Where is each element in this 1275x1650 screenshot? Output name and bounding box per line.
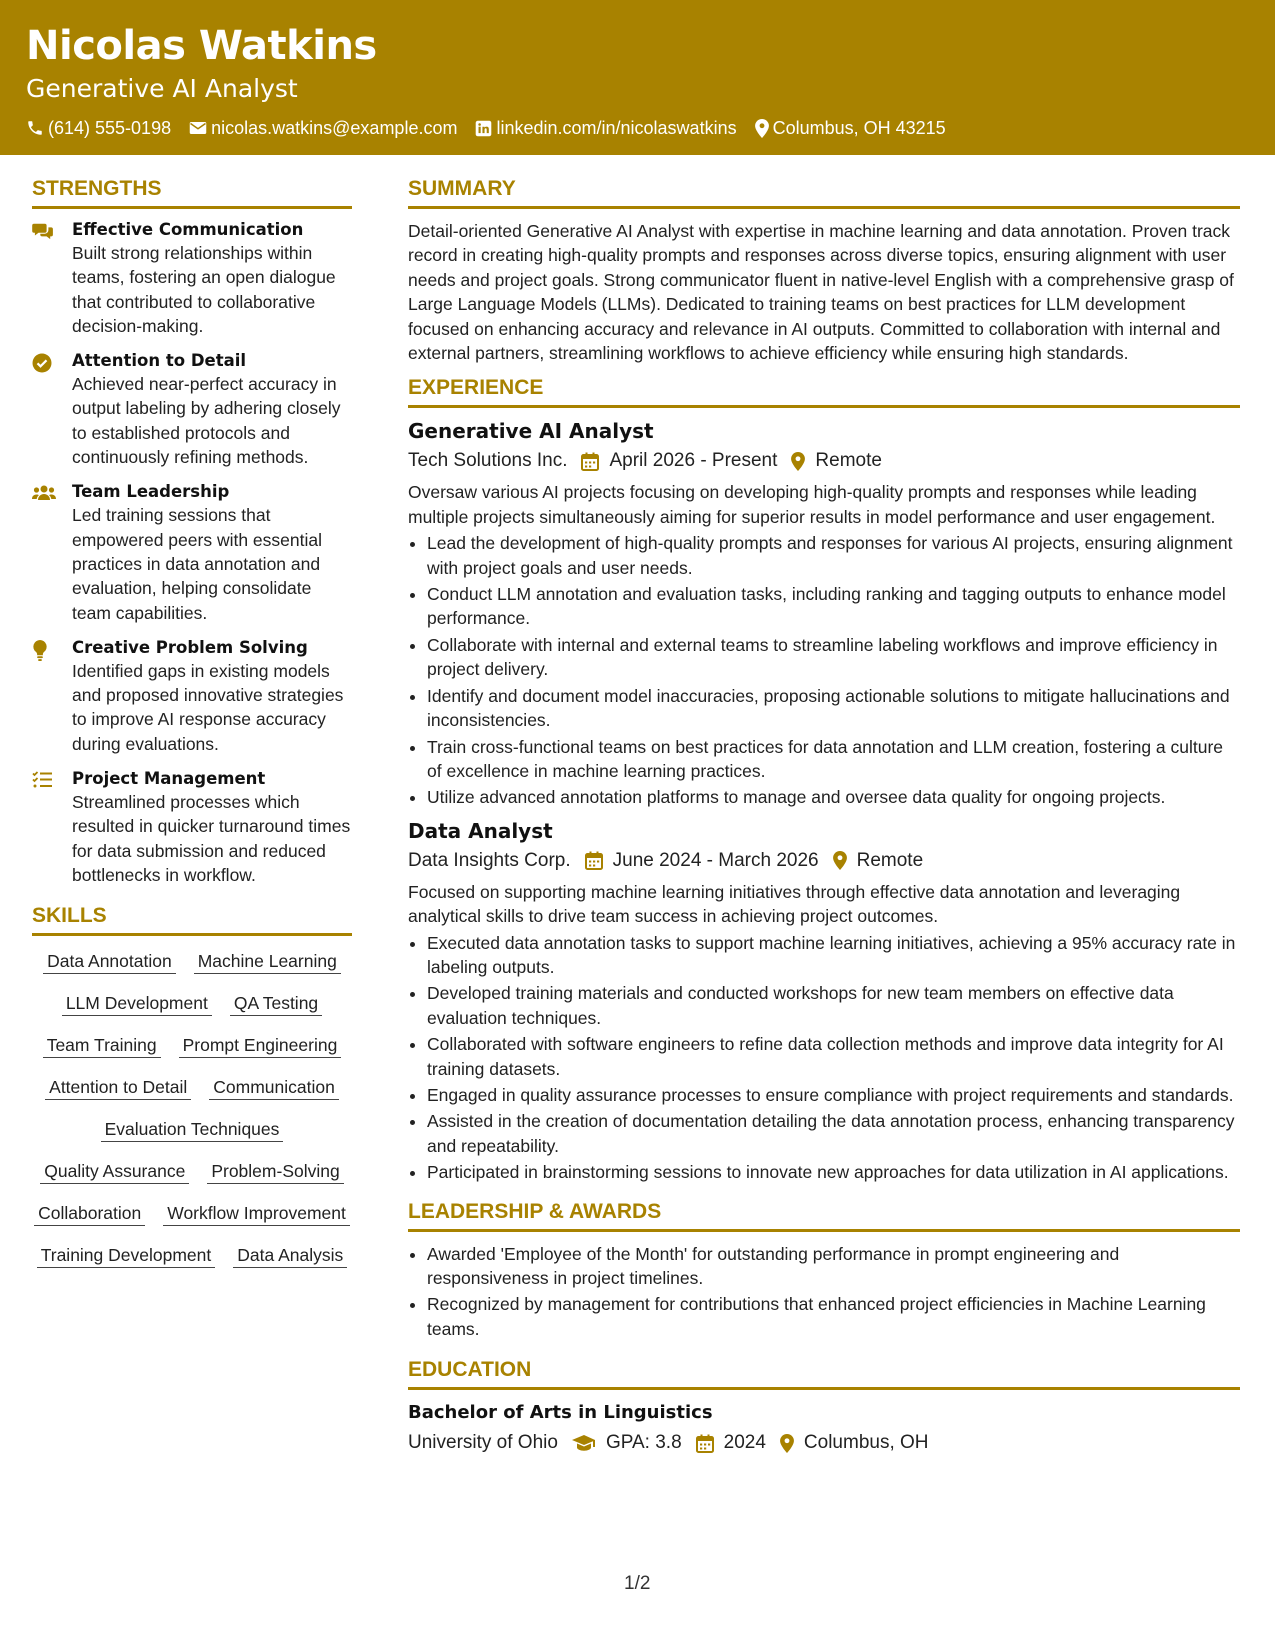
school-name: University of Ohio — [408, 1432, 558, 1454]
job-bullet: • Lead the development of high-quality prompts and responses for various AI projects, ensuring alignment with project goals and user needs. — [427, 531, 1240, 580]
strength-title: Effective Communication — [72, 220, 304, 239]
map-pin-icon — [780, 1434, 794, 1453]
job-bullets — [408, 531, 1240, 809]
strength-title: Project Management — [72, 769, 266, 789]
leadership-list — [408, 1242, 1240, 1342]
skill-tag: Problem-Solving — [207, 1160, 343, 1184]
skill-tag: Workflow Improvement — [163, 1202, 350, 1226]
right-column — [408, 176, 1240, 1462]
job-bullet: • Utilize advanced annotation platforms to manage and oversee data quality for ongoing projects. — [427, 785, 1240, 809]
job-description: Focused on supporting machine learning initiatives through effective data annotation and leveraging analytical skills to drive team success in achieving project outcomes. — [408, 881, 1181, 927]
contact-linkedin[interactable] — [475, 117, 736, 139]
comments-icon — [32, 219, 54, 338]
award-bullet: • Awarded 'Employee of the Month' for outstanding performance in prompt engineering and responsiveness in project timelines. — [427, 1242, 1240, 1291]
graduation-cap-icon — [572, 1434, 596, 1452]
strength-desc: Built strong relationships within teams, fostering an open dialogue that contributed to collaborative decision-making. — [72, 243, 336, 336]
lightbulb-icon — [32, 637, 54, 756]
job-description: Oversaw various AI projects focusing on developing high-quality prompts and responses while leading multiple projects simultaneously aiming for superior results in model performance and user engagement. — [408, 482, 1216, 527]
email-link[interactable]: nicolas.watkins@example.com — [211, 118, 458, 138]
contact-phone — [26, 117, 171, 139]
job-bullet: • Collaborate with internal and external teams to streamline labeling workflows and improve efficiency in project delivery. — [427, 633, 1240, 682]
skill-tag: Machine Learning — [194, 950, 341, 974]
calendar-icon — [696, 1434, 714, 1453]
strength-desc: Identified gaps in existing models and proposed innovative strategies to improve AI response accuracy during evaluations. — [72, 660, 344, 754]
phone-icon — [26, 119, 44, 137]
job-entry — [408, 418, 1240, 809]
envelope-icon — [189, 120, 207, 136]
skill-tag: Prompt Engineering — [179, 1034, 342, 1058]
skill-tag: Communication — [209, 1076, 339, 1100]
strength-item — [32, 481, 352, 624]
job-meta — [408, 846, 1240, 876]
location-text: Columbus, OH 43215 — [772, 118, 946, 138]
experience-heading: EXPERIENCE — [408, 375, 1240, 408]
job-meta — [408, 446, 1240, 476]
leadership-heading: LEADERSHIP & AWARDS — [408, 1199, 1240, 1232]
education-heading: EDUCATION — [408, 1357, 1240, 1390]
education-location: Columbus, OH — [803, 1432, 929, 1454]
skill-tag: Quality Assurance — [40, 1160, 189, 1184]
calendar-icon — [585, 851, 603, 870]
phone-text: (614) 555-0198 — [48, 118, 172, 138]
strength-item — [32, 219, 352, 338]
check-circle-icon — [32, 350, 54, 469]
summary-text: Detail-oriented Generative AI Analyst with expertise in machine learning and data annotation. Proven track record in creating high-quality prompts and responses across diverse topics, ensuring alignment with user needs and project goals. Strong communicator fluent in native-level English with a comprehensive grasp of Large Language Models (LLMs). Dedicated to training teams on best practices for LLM development focused on enhancing accuracy and relevance in AI outputs. Committed to collaboration with internal and external partners, streamlining workflows to achieve efficiency while ensuring high standards. — [408, 221, 1234, 364]
contact-email[interactable] — [189, 117, 457, 139]
candidate-role: Generative AI Analyst — [26, 74, 298, 103]
job-location: Remote — [815, 450, 882, 472]
skills-heading: SKILLS — [32, 903, 352, 936]
strength-title: Attention to Detail — [72, 351, 247, 371]
skill-tag: Evaluation Techniques — [101, 1118, 284, 1142]
calendar-icon — [581, 452, 599, 471]
skill-tag: Data Analysis — [233, 1244, 347, 1268]
job-dates: April 2026 - Present — [609, 450, 778, 472]
education-year: 2024 — [723, 1432, 766, 1454]
map-pin-icon — [755, 119, 769, 138]
award-bullet: • Recognized by management for contributions that enhanced project efficiencies in Machine Learning teams. — [427, 1292, 1240, 1341]
users-icon — [32, 481, 54, 624]
skill-tag: QA Testing — [230, 992, 322, 1016]
contact-bar — [26, 117, 946, 139]
map-pin-icon — [791, 452, 805, 471]
job-bullet: • Assisted in the creation of documentation detailing the data annotation process, enhancing transparency and repeatability. — [427, 1109, 1240, 1158]
strength-item — [32, 637, 352, 756]
strength-desc: Led training sessions that empowered peers with essential practices in data annotation and evaluation, helping consolidate team capabilities. — [72, 505, 322, 623]
skill-tag: Data Annotation — [43, 950, 176, 974]
job-bullet: • Conduct LLM annotation and evaluation tasks, including ranking and tagging outputs to enhance model performance. — [427, 582, 1240, 631]
job-title: Data Analyst — [408, 818, 553, 843]
education-degree: Bachelor of Arts in Linguistics — [408, 1402, 713, 1424]
candidate-name: Nicolas Watkins — [26, 23, 377, 69]
job-title: Generative AI Analyst — [408, 419, 654, 444]
company-name: Data Insights Corp. — [408, 849, 571, 871]
skill-tag: Collaboration — [34, 1202, 145, 1226]
job-entry — [408, 818, 1240, 1185]
strength-desc: Streamlined processes which resulted in quicker turnaround times for data submission and reduced bottlenecks in workflow. — [72, 792, 351, 885]
strength-item — [32, 350, 352, 469]
skill-tag: Attention to Detail — [45, 1076, 191, 1100]
job-bullet: • Identify and document model inaccuracies, proposing actionable solutions to mitigate hallucinations and inconsistencies. — [427, 684, 1240, 733]
strength-title: Team Leadership — [72, 482, 230, 502]
job-bullet: • Engaged in quality assurance processes to ensure compliance with project requirements and standards. — [427, 1083, 1240, 1107]
task-list-icon — [32, 768, 54, 887]
skill-tag: Team Training — [43, 1034, 161, 1058]
linkedin-icon — [475, 120, 492, 137]
skill-tag: Training Development — [37, 1244, 216, 1268]
education-gpa: GPA: 3.8 — [605, 1432, 682, 1454]
strength-desc: Achieved near-perfect accuracy in output labeling by adhering closely to established protocols and continuously refining methods. — [72, 374, 341, 468]
page-number: 1/2 — [624, 1573, 651, 1594]
education-meta — [408, 1428, 1240, 1458]
strengths-heading: STRENGTHS — [32, 176, 352, 209]
job-dates: June 2024 - March 2026 — [612, 849, 819, 871]
linkedin-link[interactable]: linkedin.com/in/nicolaswatkins — [496, 118, 737, 138]
left-column — [32, 176, 352, 1268]
company-name: Tech Solutions Inc. — [408, 450, 568, 472]
job-bullet: • Participated in brainstorming sessions to innovate new approaches for data utilization in AI applications. — [427, 1160, 1240, 1184]
skill-tag: LLM Development — [62, 992, 212, 1016]
strength-item — [32, 768, 352, 887]
resume-header — [0, 0, 1275, 155]
job-bullet: • Executed data annotation tasks to support machine learning initiatives, achieving a 95% accuracy rate in labeling outputs. — [427, 931, 1240, 980]
job-bullets — [408, 931, 1240, 1185]
skills-list — [32, 948, 352, 1268]
job-bullet: • Collaborated with software engineers to refine data collection methods and improve data integrity for AI training datasets. — [427, 1032, 1240, 1081]
map-pin-icon — [833, 851, 847, 870]
summary-heading: SUMMARY — [408, 176, 1240, 209]
contact-location — [755, 117, 946, 139]
job-bullet: • Train cross-functional teams on best practices for data annotation and LLM creation, fostering a culture of excellence in machine learning practices. — [427, 735, 1240, 784]
job-location: Remote — [856, 849, 924, 871]
job-bullet: • Developed training materials and conducted workshops for new team members on effective data evaluation techniques. — [427, 981, 1240, 1030]
strength-title: Creative Problem Solving — [72, 637, 308, 657]
